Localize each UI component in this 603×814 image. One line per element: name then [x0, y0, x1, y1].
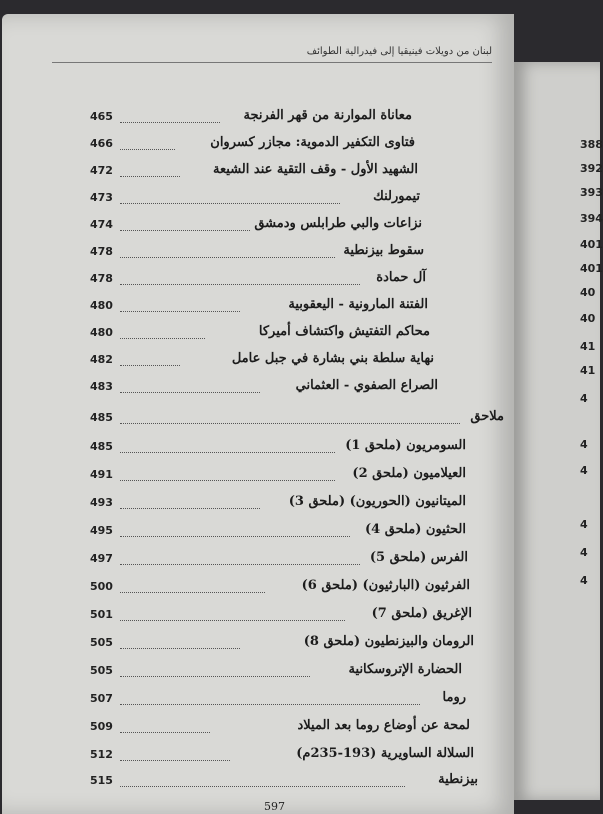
toc-leader: [120, 676, 310, 677]
toc-entry: [90, 720, 470, 744]
toc-page-number: 509: [90, 720, 113, 733]
toc-entry: [90, 272, 426, 296]
toc-page-number: 493: [90, 496, 113, 509]
toc-title: السومريون (ملحق 1): [345, 438, 466, 453]
toc-page-number: 478: [90, 272, 113, 285]
toc-page-number: 512: [90, 748, 113, 761]
toc-leader: [120, 592, 265, 593]
right-page-number: 392: [580, 162, 603, 175]
toc-entry: [90, 299, 428, 323]
toc-title: سقوط بيزنطية: [343, 243, 424, 258]
toc-title: لمحة عن أوضاع روما بعد الميلاد: [297, 718, 470, 733]
toc-page-number: 466: [90, 137, 113, 150]
toc-title: محاكم التفتيش واكتشاف أميركا: [258, 324, 430, 339]
toc-title: الإغريق (ملحق 7): [371, 606, 472, 621]
toc-entry: [90, 636, 474, 660]
toc-page-number: 515: [90, 774, 113, 787]
toc-entry: [90, 218, 422, 242]
toc-page-number: 465: [90, 110, 113, 123]
right-page-number: 41: [580, 364, 596, 377]
right-page-number: 4: [580, 518, 588, 531]
right-page-number: 394: [580, 212, 603, 225]
toc-title: الفرس (ملحق 5): [369, 550, 468, 565]
toc-entry: [90, 524, 466, 548]
toc-leader: [120, 284, 360, 285]
toc-page-number: 497: [90, 552, 113, 565]
right-page-number: 401: [580, 238, 603, 251]
toc-page-number: 500: [90, 580, 113, 593]
right-page-number: 393: [580, 186, 603, 199]
toc-page-number: 474: [90, 218, 113, 231]
toc-entry: [90, 191, 420, 215]
toc-leader: [120, 203, 340, 204]
toc-leader: [120, 122, 220, 123]
toc-entry: [90, 692, 466, 716]
right-page-number: 4: [580, 392, 588, 405]
toc-leader: [120, 257, 335, 258]
toc-page-number: 495: [90, 524, 113, 537]
toc-leader: [120, 311, 240, 312]
right-page-number: 4: [580, 464, 588, 477]
toc-entry: [90, 774, 478, 798]
toc-title: تيمورلنك: [373, 189, 420, 204]
toc-leader: [120, 732, 210, 733]
toc-page-number: 483: [90, 380, 113, 393]
toc-leader: [120, 176, 180, 177]
toc-entry: [90, 353, 434, 377]
toc-entry: [90, 326, 430, 350]
toc-leader: [120, 760, 230, 761]
toc-title: الفرثيون (البارثيون) (ملحق 6): [301, 578, 470, 593]
toc-title: الصراع الصفوي - العثماني: [295, 378, 438, 393]
toc-leader: [120, 230, 250, 231]
toc-title: الشهيد الأول - وقف التقية عند الشيعة: [213, 162, 418, 177]
toc-section-heading: [90, 411, 504, 435]
toc-page-number: 505: [90, 636, 113, 649]
toc-title: ملاحق: [470, 409, 504, 424]
toc-title: معاناة الموارنة من قهر الفرنجة: [243, 108, 412, 123]
toc-entry: [90, 164, 418, 188]
toc-title: فتاوى التكفير الدموية: مجازر كسروان: [210, 135, 415, 150]
right-page-number: 40: [580, 286, 596, 299]
toc-page-number: 491: [90, 468, 113, 481]
toc-leader: [120, 786, 405, 787]
toc-page-number: 473: [90, 191, 113, 204]
toc-page-number: 480: [90, 326, 113, 339]
toc-page-number: 501: [90, 608, 113, 621]
toc-title: روما: [442, 690, 466, 705]
toc-leader: [120, 392, 260, 393]
right-page: [514, 62, 603, 800]
toc-leader: [120, 365, 180, 366]
toc-leader: [120, 564, 360, 565]
toc-page-number: 485: [90, 440, 113, 453]
toc-title: آل حمادة: [376, 270, 426, 285]
toc-title: نزاعات والبي طرابلس ودمشق: [254, 216, 422, 231]
toc-title: الميتانيون (الحوريون) (ملحق 3): [288, 494, 466, 509]
toc-leader: [120, 620, 345, 621]
toc-entry: [90, 748, 474, 772]
right-page-number: 4: [580, 438, 588, 451]
toc-entry: [90, 137, 415, 161]
toc-entry: [90, 110, 412, 134]
toc-page-number: 478: [90, 245, 113, 258]
left-page: [2, 14, 514, 814]
toc-page-number: 472: [90, 164, 113, 177]
toc-page-number: 505: [90, 664, 113, 677]
toc-title: الحثيون (ملحق 4): [365, 522, 466, 537]
page-number: 597: [264, 800, 285, 813]
right-page-number: 4: [580, 574, 588, 587]
toc-title: الرومان والبيزنطيون (ملحق 8): [303, 634, 474, 649]
toc-leader: [120, 149, 175, 150]
toc-title: الفتنة المارونية - اليعقوبية: [288, 297, 428, 312]
running-header: لبنان من دويلات فينيقيا إلى فيدرالية الطوائف: [306, 46, 492, 57]
toc-page-number: 485: [90, 411, 113, 424]
toc-leader: [120, 704, 420, 705]
toc-title: العيلاميون (ملحق 2): [352, 466, 466, 481]
toc-entry: [90, 380, 438, 404]
toc-entry: [90, 496, 466, 520]
toc-page-number: 482: [90, 353, 113, 366]
toc-entry: [90, 245, 424, 269]
right-page-number: 40: [580, 312, 596, 325]
toc-title: نهاية سلطة بني بشارة في جبل عامل: [231, 351, 434, 366]
toc-leader: [120, 423, 460, 424]
toc-entry: [90, 552, 468, 576]
toc-entry: [90, 608, 472, 632]
header-rule: [52, 62, 492, 63]
toc-entry: [90, 580, 470, 604]
toc-leader: [120, 480, 335, 481]
right-page-number: 4: [580, 546, 588, 559]
toc-page-number: 507: [90, 692, 113, 705]
toc-leader: [120, 452, 335, 453]
toc-title: السلالة الساويرية (193-235م): [296, 746, 474, 761]
toc-page-number: 480: [90, 299, 113, 312]
toc-leader: [120, 508, 260, 509]
toc-entry: [90, 664, 462, 688]
toc-entry: [90, 468, 466, 492]
right-page-number: 401: [580, 262, 603, 275]
right-page-number: 41: [580, 340, 596, 353]
toc-leader: [120, 648, 240, 649]
toc-title: الحضارة الإتروسكانية: [348, 662, 462, 677]
toc-entry: [90, 440, 466, 464]
toc-leader: [120, 338, 205, 339]
right-page-number: 388: [580, 138, 603, 151]
toc-title: بيزنطية: [438, 772, 478, 787]
toc-leader: [120, 536, 350, 537]
